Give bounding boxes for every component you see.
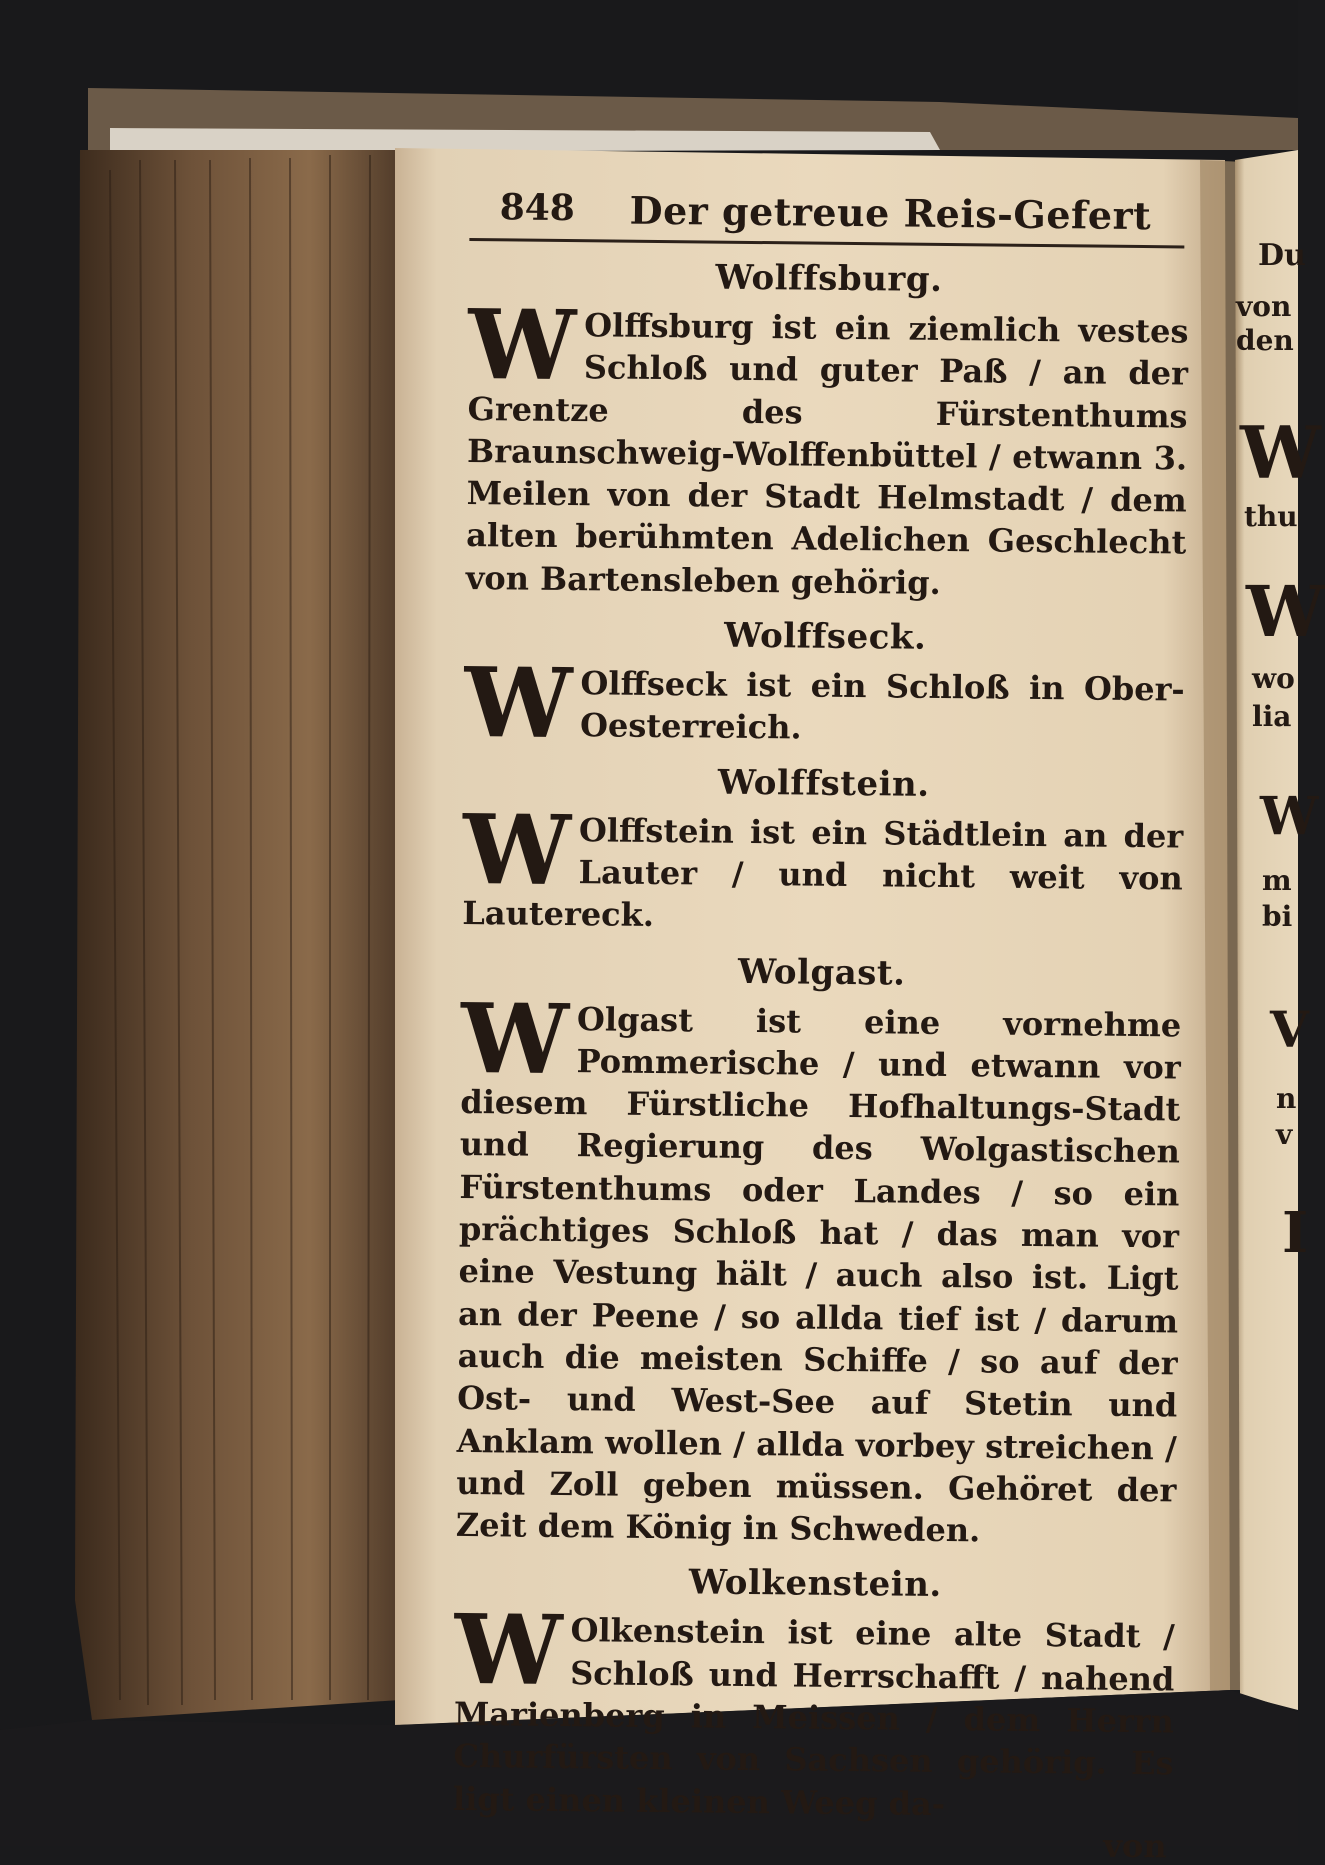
facing-fragment: lia [1252, 700, 1292, 733]
page-text-block [452, 180, 1190, 1865]
facing-fragment: Du [1258, 238, 1306, 273]
facing-fragment: W [1240, 410, 1321, 495]
entry-body [462, 792, 1184, 942]
facing-fragment: I [1282, 1200, 1309, 1266]
top-page-edge [110, 128, 940, 152]
running-title: Der getreue Reis-Gefert [629, 187, 1152, 239]
facing-fragment: von [1236, 290, 1292, 323]
facing-fragment: v [1276, 1118, 1293, 1151]
entry-body [465, 287, 1189, 607]
entry-heading: Wolgast. [737, 951, 906, 994]
facing-fragment: wo [1252, 662, 1295, 695]
entry-wolffseck [463, 613, 1185, 761]
page-block-edge [75, 150, 410, 1720]
entry-body [463, 646, 1185, 761]
entry-heading: Wolffseck. [723, 615, 927, 658]
entry-wolffstein [462, 760, 1184, 942]
entry-heading: Wolffsburg. [715, 257, 943, 300]
running-head [469, 180, 1185, 248]
drop-cap-initial: W [463, 646, 573, 761]
page-number: 848 [499, 186, 576, 230]
entry-text: Olffsburg ist ein ziemlich vestes Schloß und guter Paß / an der Grentze des Fürstenthums Braunschweig-Wolffenbüttel / etwann 3. Meilen von der Stadt Helmstadt / dem alten berühmten Adelichen Geschlecht von Bartensleben gehörig. [465, 306, 1189, 602]
catchword: von [1103, 1826, 1167, 1865]
entry-text: Olkenstein ist eine alte Stadt / Schloß und Herrschafft / nahend Marienberg in Meissen / dem Herrn Churfürsten von Sachsen gehörig. Es ligt einen kleinen Weeg da- [452, 1611, 1175, 1823]
entry-text: Olffseck ist ein Schloß in Ober-Oesterreich. [579, 664, 1185, 747]
facing-fragment: W [1246, 570, 1325, 653]
facing-fragment: W [1260, 786, 1319, 847]
drop-cap-initial: W [454, 1593, 564, 1708]
drop-cap-initial: W [462, 792, 572, 907]
facing-fragment: m [1262, 864, 1292, 897]
facing-fragment: n [1276, 1082, 1297, 1115]
entry-wolkenstein [453, 1560, 1176, 1827]
entry-wolffsburg [466, 255, 1190, 607]
entry-wolgast [456, 949, 1182, 1554]
entry-text: Olgast ist eine vornehme Pommerische / und etwann vor diesem Fürstliche Hofhaltungs-Stadt und Regierung des Wolgastischen Fürstenthums oder Landes / so ein prächtiges Schloß hat / das man vor eine Vestung hält / auch also ist. Ligt an der Peene / so allda tief ist / darum auch die meisten Schiffe / so auf der Ost- und West-See auf Stetin und Anklam wollen / allda vorbey streichen / und Zoll geben müssen. Gehöret der Zeit dem König in Schweden. [455, 999, 1182, 1550]
entry-body [452, 1593, 1175, 1827]
facing-fragment: den [1236, 324, 1294, 357]
facing-fragment: bi [1262, 900, 1293, 933]
entry-body [455, 981, 1182, 1554]
facing-fragment: thu [1244, 500, 1298, 533]
entry-text: Olffstein ist ein Städtlein an der Lauter / und nicht weit von Lautereck. [462, 810, 1184, 935]
entry-heading: Wolffstein. [717, 762, 930, 805]
drop-cap-initial: W [467, 287, 577, 403]
entry-heading: Wolkenstein. [688, 1562, 942, 1606]
drop-cap-initial: W [460, 981, 570, 1096]
facing-fragment: V [1270, 1000, 1309, 1059]
